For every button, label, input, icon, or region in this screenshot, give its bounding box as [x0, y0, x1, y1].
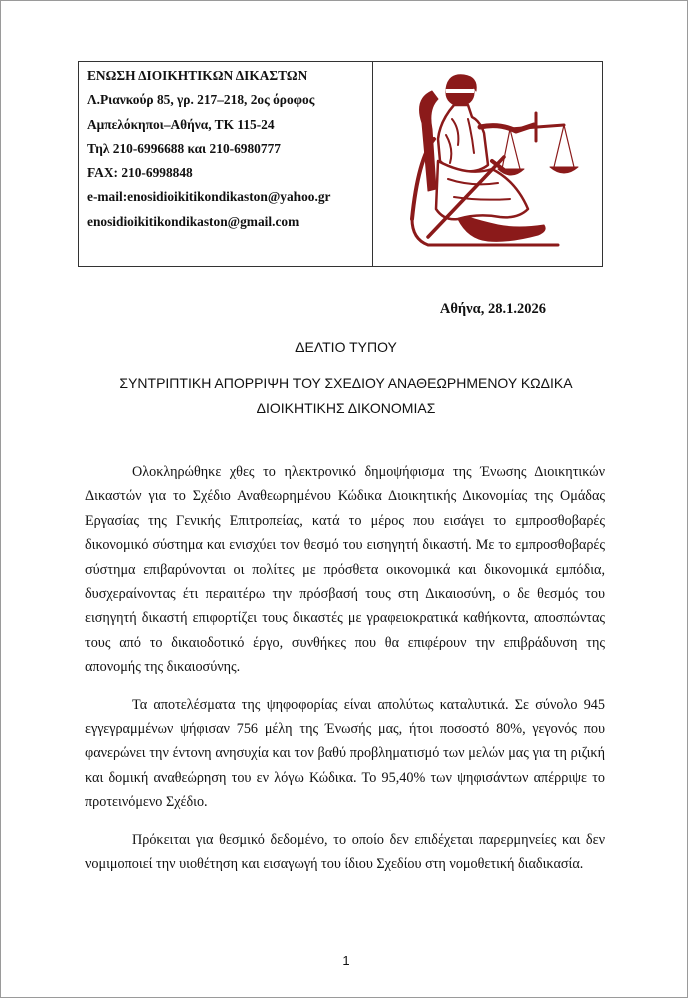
page-number: 1 [342, 953, 350, 968]
fax-line: FAX: 210-6998848 [87, 165, 193, 181]
city-line: Αμπελόκηποι–Αθήνα, ΤΚ 115-24 [87, 116, 275, 132]
headline [61, 371, 631, 421]
press-release-title: ΔΕΛΤΙΟ ΤΥΠΟΥ [295, 339, 397, 355]
letterhead-contact-info [79, 62, 373, 266]
paragraph-results: Τα αποτελέσματα της ψηφοφορίας είναι απολύτως καταλυτικά. Σε σύνολο 945 εγγεγραμμένων ψήφισαν 756 μέλη της Ένωσής μας, ήτοι ποσοστό 80%, γεγονός που φανερώνει την έντονη ανησυχία και τον βαθύ προβληματισμό των μελών μας για τη ριζική και δομική αναθεώρηση του εν λόγω Κώδικα. Το 95,40% των ψηφισάντων απέρριψε το προτεινόμενο Σχέδιο. [85, 696, 605, 811]
paragraph-referendum: Ολοκληρώθηκε χθες το ηλεκτρονικό δημοψήφισμα της Ένωσης Διοικητικών Δικαστών για το Σχέδιο Αναθεωρημένου Κώδικα Διοικητικής Δικονομίας της Ομάδας Εργασίας της Γενικής Επιτροπείας, κατά το μέρος που εισάγει το εμπροσθοβαρές δικονομικό σύστημα και ενισχύει τον θεσμό του εισηγητή δικαστή. Με το εμπροσθοβαρές σύστημα επιβαρύνονται οι πολίτες με πρόσθετα οικονομικά και δικονομικά εμπόδια, δυσχεραίνοντας έτι περαιτέρω την πρόσβασή τους στη Δικαιοσύνη, ο δε θεσμός του εισηγητή δικαστή επιφορτίζει τους δικαστές με γραφειοκρατικά καθήκοντα, αποσπώντας τους από το δικαιοδοτικό έργο, συνθήκες που θα επιφέρουν την επιβράδυνση της απονομής της δικαιοσύνης. [85, 464, 605, 676]
headline-line-1: ΣΥΝΤΡΙΠΤΙΚΗ ΑΠΟΡΡΙΨΗ ΤΟΥ ΣΧΕΔΙΟΥ ΑΝΑΘΕΩΡΗΜΕΝΟΥ ΚΩΔΙΚΑ [119, 375, 573, 391]
body-text [85, 460, 605, 890]
union-name: ΕΝΩΣΗ ΔΙΟΙΚΗΤΙΚΩΝ ΔΙΚΑΣΤΩΝ [87, 68, 308, 83]
headline-line-2: ΔΙΟΙΚΗΤΙΚΗΣ ΔΙΚΟΝΟΜΙΑΣ [256, 400, 436, 416]
letterhead-box [78, 61, 603, 267]
paragraph-conclusion: Πρόκειται για θεσμικό δεδομένο, το οποίο δεν επιδέχεται παρερμηνείες και δεν νομιμοποιεί την υιοθέτηση και εισαγωγή του ίδιου Σχεδίου στη νομοθετική διαδικασία. [85, 831, 605, 873]
document-date: Αθήνα, 28.1.2026 [439, 301, 546, 317]
address-line: Λ.Ριανκούρ 85, γρ. 217–218, 2ος όροφος [87, 92, 315, 108]
email-line-gmail: enosidioikitikondikaston@gmail.com [87, 213, 300, 229]
email-line-yahoo: e-mail:enosidioikitikondikaston@yahoo.gr [87, 189, 331, 205]
justice-scales-figure-icon [388, 69, 588, 259]
logo-cell [373, 62, 602, 266]
phone-line: Τηλ 210-6996688 και 210-6980777 [87, 140, 281, 156]
